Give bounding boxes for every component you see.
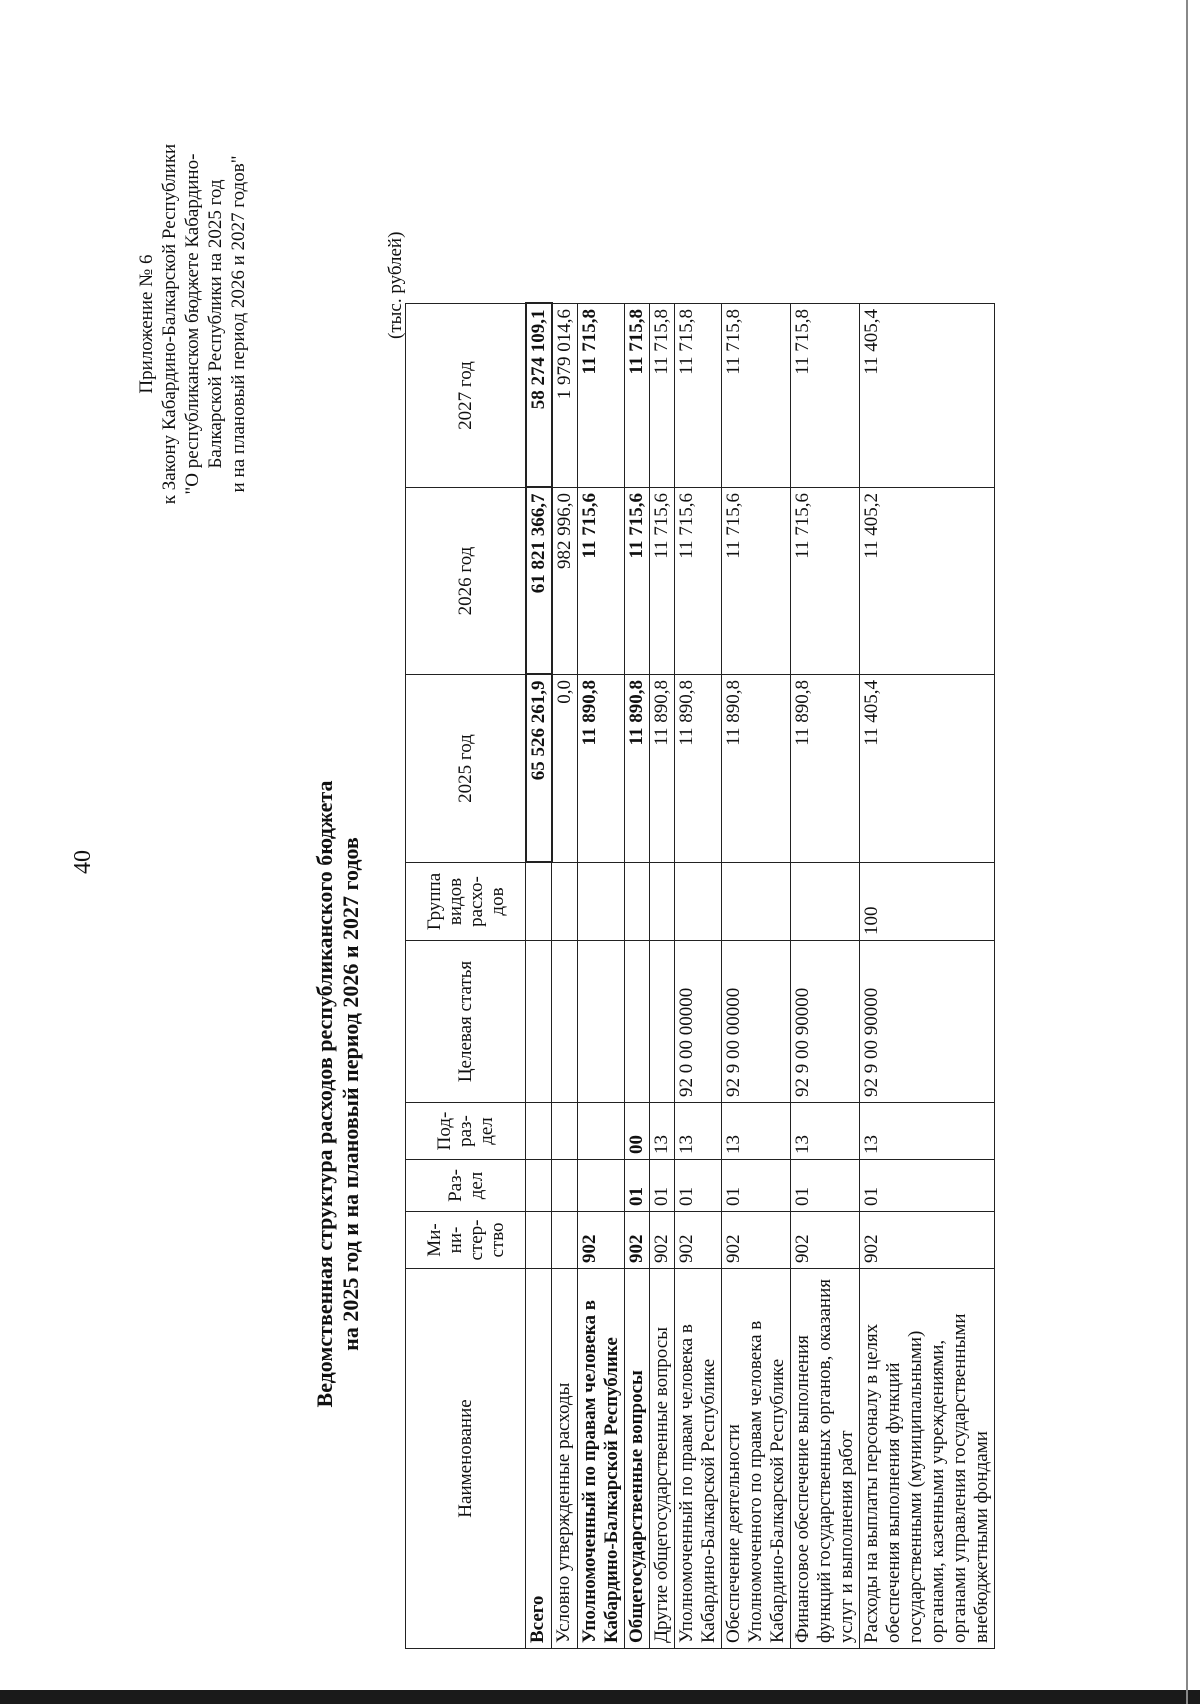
cell-ministry: 902 (859, 1212, 994, 1269)
cell-section: 01 (674, 1160, 721, 1212)
cell-ministry (526, 1212, 552, 1269)
header-2027: 2027 год (406, 304, 526, 488)
header-name: Наименование (406, 1269, 526, 1649)
cell-section: 01 (790, 1160, 859, 1212)
title-line: Ведомственная структура расходов республиканского бюджета (312, 780, 337, 1408)
cell-2025: 11 890,8 (624, 675, 649, 863)
budget-table (405, 303, 995, 1650)
cell-2025: 11 405,4 (859, 675, 994, 863)
cell-group (624, 863, 649, 941)
header-expense-group: Группа видов расхо-дов (406, 863, 526, 941)
page-number: 40 (70, 850, 96, 874)
cell-2027: 11 715,8 (721, 304, 790, 488)
cell-target: 92 9 00 90000 (859, 941, 994, 1103)
header-ministry-text: Ми-ни-стер-ство (423, 1219, 508, 1261)
cell-2025: 0,0 (552, 675, 578, 863)
cell-ministry: 902 (721, 1212, 790, 1269)
cell-ministry: 902 (649, 1212, 674, 1269)
cell-subsection: 13 (790, 1103, 859, 1160)
cell-target (577, 941, 624, 1103)
cell-ministry: 902 (624, 1212, 649, 1269)
cell-target (649, 941, 674, 1103)
cell-group (721, 863, 790, 941)
appendix-line: "О республиканском бюджете Кабардино- (182, 153, 203, 495)
table-row (790, 304, 859, 1649)
cell-section: 01 (624, 1160, 649, 1212)
cell-name: Условно утвержденные расходы (552, 1269, 578, 1649)
cell-subsection: 13 (649, 1103, 674, 1160)
header-2026: 2026 год (406, 488, 526, 675)
header-ministry (406, 1212, 526, 1269)
cell-section (526, 1160, 552, 1212)
cell-name: Финансовое обеспечение выполнения функций государственных органов, оказания услуг и выполнения работ (790, 1269, 859, 1649)
cell-2027: 11 405,4 (859, 304, 994, 488)
header-target-article: Целевая статья (406, 941, 526, 1103)
cell-name: Расходы на выплаты персоналу в целях обеспечения выполнения функций государственными (муниципальными) органами, казенными учреждениями, органами управления государственными внебюджетными фондами (859, 1269, 994, 1649)
table-row (552, 304, 578, 1649)
cell-2026: 982 996,0 (552, 488, 578, 675)
document-title (312, 594, 364, 1594)
cell-2026: 11 715,6 (790, 488, 859, 675)
cell-2025: 65 526 261,9 (526, 675, 552, 863)
cell-group (649, 863, 674, 941)
cell-ministry (552, 1212, 578, 1269)
cell-group (577, 863, 624, 941)
cell-ministry: 902 (577, 1212, 624, 1269)
cell-name: Другие общегосударственные вопросы (649, 1269, 674, 1649)
cell-subsection: 00 (624, 1103, 649, 1160)
cell-target: 92 9 00 90000 (790, 941, 859, 1103)
cell-2026: 11 715,6 (577, 488, 624, 675)
cell-2027: 11 715,8 (790, 304, 859, 488)
cell-section: 01 (721, 1160, 790, 1212)
cell-2027: 11 715,8 (649, 304, 674, 488)
header-section: Раз-дел (406, 1160, 526, 1212)
table-row (721, 304, 790, 1649)
cell-group (552, 863, 578, 941)
header-subsection: Под-раз-дел (406, 1103, 526, 1160)
cell-2026: 61 821 366,7 (526, 488, 552, 675)
cell-group (526, 863, 552, 941)
cell-ministry: 902 (790, 1212, 859, 1269)
cell-2025: 11 890,8 (674, 675, 721, 863)
cell-2027: 11 715,8 (674, 304, 721, 488)
table-row (624, 304, 649, 1649)
title-line: на 2025 год и на плановый период 2026 и 2027 годов (338, 837, 363, 1351)
header-2025: 2025 год (406, 675, 526, 863)
cell-2026: 11 715,6 (721, 488, 790, 675)
appendix-line: Балкарской Республики на 2025 год (205, 179, 226, 469)
cell-2027: 11 715,8 (577, 304, 624, 488)
cell-section: 01 (649, 1160, 674, 1212)
table-row (859, 304, 994, 1649)
cell-group (790, 863, 859, 941)
appendix-line: к Закону Кабардино-Балкарской Республики (159, 143, 180, 505)
cell-subsection: 13 (674, 1103, 721, 1160)
cell-subsection: 13 (859, 1103, 994, 1160)
cell-target (526, 941, 552, 1103)
table-row (526, 304, 552, 1649)
cell-name: Общегосударственные вопросы (624, 1269, 649, 1649)
cell-2025: 11 890,8 (649, 675, 674, 863)
cell-group: 100 (859, 863, 994, 941)
cell-2027: 11 715,8 (624, 304, 649, 488)
appendix-line: и на плановый период 2026 и 2027 годов" (228, 155, 249, 493)
cell-name: Обеспечение деятельности Уполномоченного по правам человека в Кабардино-Балкарской Республике (721, 1269, 790, 1649)
cell-2027: 1 979 014,6 (552, 304, 578, 488)
table-row (649, 304, 674, 1649)
cell-group (674, 863, 721, 941)
cell-2025: 11 890,8 (790, 675, 859, 863)
cell-target: 92 9 00 00000 (721, 941, 790, 1103)
cell-section: 01 (859, 1160, 994, 1212)
table-header-row (406, 304, 526, 1649)
appendix-line: Приложение № 6 (136, 254, 157, 394)
cell-2027: 58 274 109,1 (526, 304, 552, 488)
appendix-header (135, 94, 250, 554)
cell-subsection (526, 1103, 552, 1160)
cell-target (552, 941, 578, 1103)
cell-name: Всего (526, 1269, 552, 1649)
cell-ministry: 902 (674, 1212, 721, 1269)
table-row (674, 304, 721, 1649)
cell-2025: 11 890,8 (577, 675, 624, 863)
cell-subsection (577, 1103, 624, 1160)
cell-2026: 11 715,6 (649, 488, 674, 675)
cell-subsection (552, 1103, 578, 1160)
cell-2026: 11 405,2 (859, 488, 994, 675)
cell-target (624, 941, 649, 1103)
cell-name: Уполномоченный по правам человека в Кабардино-Балкарской Республике (577, 1269, 624, 1649)
cell-section (577, 1160, 624, 1212)
cell-2026: 11 715,6 (624, 488, 649, 675)
cell-subsection: 13 (721, 1103, 790, 1160)
cell-2026: 11 715,6 (674, 488, 721, 675)
table-row (577, 304, 624, 1649)
cell-target: 92 0 00 00000 (674, 941, 721, 1103)
cell-section (552, 1160, 578, 1212)
cell-2025: 11 890,8 (721, 675, 790, 863)
cell-name: Уполномоченный по правам человека в Кабардино-Балкарской Республике (674, 1269, 721, 1649)
units-label: (тыс. рублей) (385, 231, 406, 339)
